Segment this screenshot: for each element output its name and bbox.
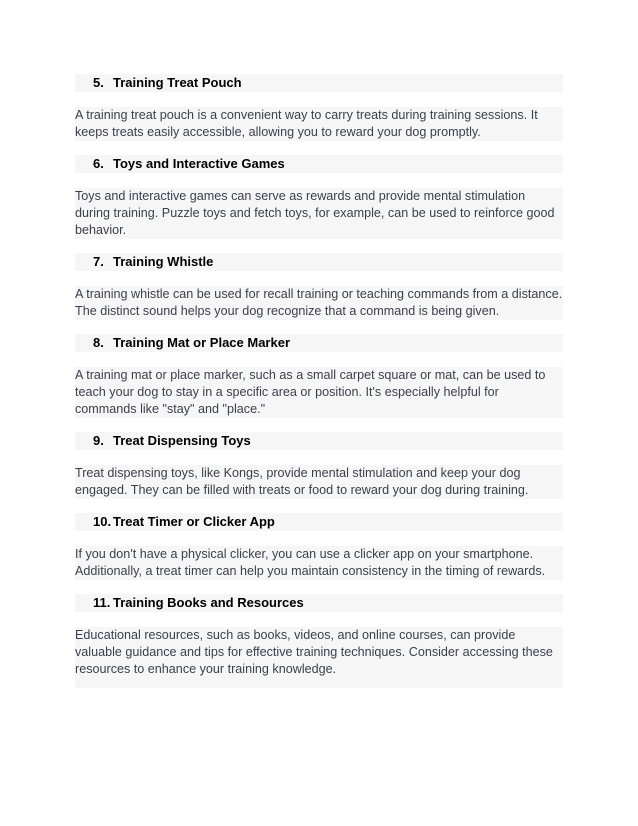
section-paragraph-6: Toys and interactive games can serve as rewards and provide mental stimulation during training. Puzzle toys and fetch toys, for example, can be used to reinforce good behavior. — [75, 188, 563, 239]
section-title: Toys and Interactive Games — [113, 156, 285, 171]
section-heading-5 — [75, 74, 563, 92]
section-paragraph-7: A training whistle can be used for recall training or teaching commands from a distance. The distinct sound helps your dog recognize that a command is being given. — [75, 287, 563, 318]
section-heading-10 — [75, 513, 563, 531]
list-number: 6. — [93, 156, 104, 171]
section-paragraph-5: A training treat pouch is a convenient way to carry treats during training sessions. It keeps treats easily accessible, allowing you to reward your dog promptly. — [75, 107, 563, 141]
section-title: Treat Dispensing Toys — [113, 433, 251, 448]
section-title: Training Mat or Place Marker — [113, 335, 291, 350]
list-number: 8. — [93, 335, 104, 350]
document-page — [75, 74, 563, 702]
section-paragraph-10: If you don't have a physical clicker, you can use a clicker app on your smartphone. Additionally, a treat timer can help you maintain consistency in the timing of rewards. — [75, 546, 563, 580]
section-title: Treat Timer or Clicker App — [113, 514, 275, 529]
section-title: Training Whistle — [113, 254, 214, 269]
section-heading-8 — [75, 334, 563, 352]
list-number: 10. — [93, 514, 112, 529]
section-heading-6 — [75, 155, 563, 173]
section-title: Training Treat Pouch — [113, 75, 242, 90]
list-number: 11. — [93, 595, 111, 610]
section-paragraph-8: A training mat or place marker, such as a small carpet square or mat, can be used to teach your dog to stay in a specific area or position. It's especially helpful for commands like "stay" and "place." — [75, 367, 563, 418]
list-number: 9. — [93, 433, 104, 448]
section-heading-7 — [75, 253, 563, 271]
section-title: Training Books and Resources — [113, 595, 304, 610]
section-paragraph-11: Educational resources, such as books, videos, and online courses, can provide valuable guidance and tips for effective training techniques. Consider accessing these resources to enhance your training knowledge. — [75, 627, 563, 688]
section-heading-11 — [75, 594, 563, 612]
section-paragraph-9: Treat dispensing toys, like Kongs, provide mental stimulation and keep your dog engaged. They can be filled with treats or food to reward your dog during training. — [75, 465, 563, 499]
list-number: 7. — [93, 254, 104, 269]
list-number: 5. — [93, 75, 104, 90]
section-heading-9 — [75, 432, 563, 450]
